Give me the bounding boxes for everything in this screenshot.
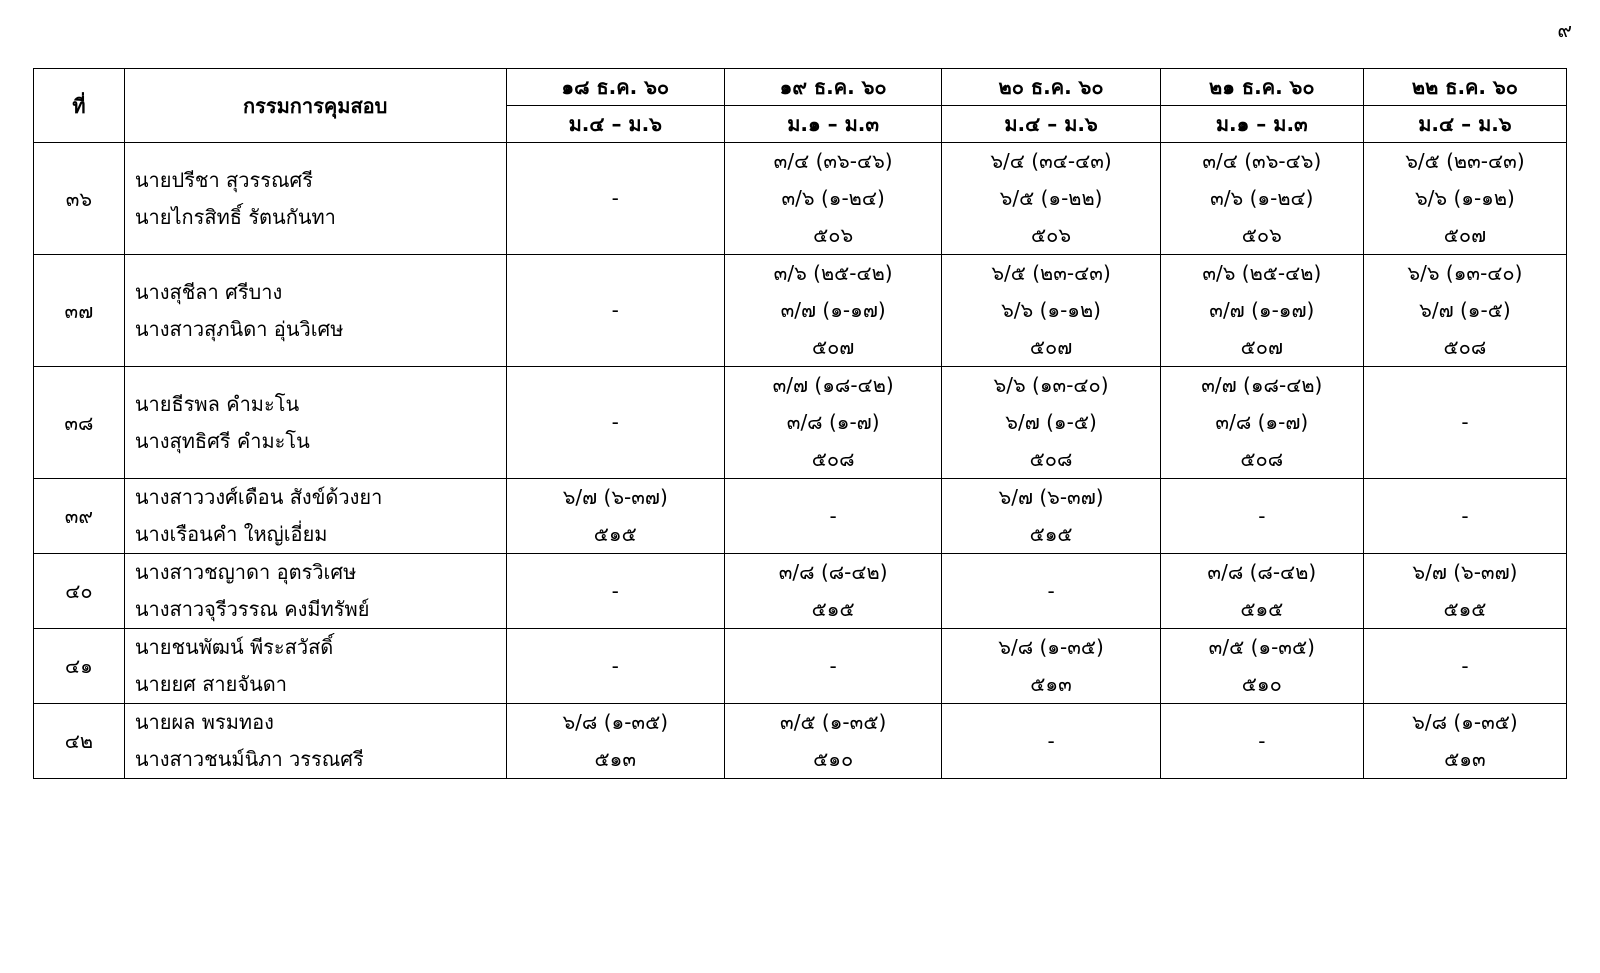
committee-names	[124, 629, 506, 704]
schedule-cell	[506, 479, 724, 554]
row-number: ๓๘	[34, 367, 125, 479]
schedule-entry: ๓/๗ (๑-๑๗)	[1209, 298, 1315, 322]
exam-proctor-table	[33, 68, 1567, 779]
schedule-entry: ๓/๖ (๒๕-๔๒)	[773, 261, 893, 285]
committee-name: นางสาวชญาดา อุตรวิเศษ	[134, 560, 357, 584]
page-number: ๙	[1557, 18, 1572, 42]
schedule-entry: ๕๐๘	[811, 447, 855, 471]
empty-dash: -	[611, 578, 619, 603]
schedule-cell	[942, 255, 1160, 367]
schedule-entry: ๖/๕ (๒๓-๔๓)	[1405, 149, 1525, 173]
committee-name: นางสาวชนม์นิภา วรรณศรี	[134, 747, 364, 771]
committee-name: นางสาววงศ์เดือน สังข์ด้วงยา	[134, 485, 383, 509]
schedule-entry: ๕๐๘	[1443, 335, 1487, 359]
committee-name: นางสาวสุภนิดา อุ่นวิเศษ	[134, 316, 344, 341]
schedule-entry: ๓/๗ (๑๘-๔๒)	[772, 373, 894, 397]
committee-name: นายผล พรมทอง	[134, 710, 274, 734]
schedule-entry: ๕๑๓	[594, 747, 636, 771]
schedule-entry: ๖/๔ (๓๔-๔๓)	[990, 149, 1112, 173]
schedule-entry: ๕๐๗	[1240, 335, 1283, 359]
schedule-entry: ๓/๖ (๑-๒๔)	[1210, 186, 1314, 210]
schedule-cell	[942, 479, 1160, 554]
schedule-entry: ๕๐๖	[1241, 223, 1282, 247]
empty-dash: -	[1461, 503, 1469, 528]
empty-dash: -	[611, 410, 619, 434]
schedule-entry: ๕๑๕	[1240, 597, 1284, 621]
table-row	[34, 255, 1567, 367]
header-level: ม.๔ – ม.๖	[1363, 106, 1566, 143]
table-row	[34, 629, 1567, 704]
table-row	[34, 554, 1567, 629]
schedule-cell	[942, 367, 1160, 479]
row-number: ๔๐	[34, 554, 125, 629]
empty-dash: -	[829, 653, 837, 678]
committee-name: นางสุทธิศรี คำมะโน	[134, 428, 310, 453]
schedule-cell	[1160, 367, 1363, 479]
committee-names	[124, 479, 506, 554]
committee-name: นางสุชีลา ศรีบาง	[134, 279, 283, 304]
committee-names	[124, 367, 506, 479]
schedule-entry: ๖/๖ (๑๓-๔๐)	[1407, 261, 1523, 285]
schedule-entry: ๖/๘ (๑-๓๕)	[1412, 710, 1518, 734]
row-number: ๓๙	[34, 479, 125, 554]
schedule-cell	[1363, 143, 1566, 255]
committee-name: นายปรีชา สุวรรณศรี	[134, 167, 313, 192]
empty-dash: -	[611, 653, 619, 678]
committee-names	[124, 554, 506, 629]
header-date: ๒๑ ธ.ค. ๖๐	[1160, 69, 1363, 106]
schedule-cell	[1160, 704, 1363, 779]
schedule-entry: ๓/๗ (๑-๑๗)	[780, 298, 886, 322]
schedule-entry: ๖/๗ (๖-๓๗)	[998, 485, 1104, 509]
schedule-entry: ๕๐๘	[1029, 447, 1073, 471]
header-date: ๑๘ ธ.ค. ๖๐	[506, 69, 724, 106]
empty-dash: -	[1258, 728, 1266, 753]
schedule-entry: ๓/๔ (๓๖-๔๖)	[1202, 149, 1322, 173]
schedule-cell	[724, 554, 941, 629]
schedule-cell	[1160, 629, 1363, 704]
schedule-cell	[942, 704, 1160, 779]
committee-name: นายยศ สายจันดา	[134, 672, 287, 696]
schedule-entry: ๖/๕ (๒๓-๔๓)	[991, 261, 1111, 285]
schedule-entry: ๓/๘ (๘-๔๒)	[778, 560, 888, 584]
schedule-cell	[1363, 554, 1566, 629]
schedule-entry: ๖/๗ (๖-๓๗)	[1412, 560, 1518, 584]
header-row-dates	[34, 69, 1567, 106]
schedule-entry: ๕๑๐	[813, 747, 854, 771]
header-date: ๒๒ ธ.ค. ๖๐	[1363, 69, 1566, 106]
schedule-entry: ๕๐๖	[813, 223, 854, 247]
schedule-entry: ๖/๖ (๑๓-๔๐)	[993, 373, 1109, 397]
schedule-entry: ๕๑๓	[1030, 672, 1072, 696]
committee-name: นางเรือนคำ ใหญ่เอี่ยม	[134, 522, 328, 546]
schedule-cell	[1363, 479, 1566, 554]
empty-dash: -	[611, 186, 619, 210]
schedule-entry: ๓/๘ (๘-๔๒)	[1207, 560, 1317, 584]
schedule-entry: ๓/๕ (๑-๓๕)	[1208, 635, 1315, 659]
schedule-cell	[942, 629, 1160, 704]
row-number: ๔๒	[34, 704, 125, 779]
schedule-entry: ๓/๖ (๑-๒๔)	[781, 186, 885, 210]
committee-name: นายชนพัฒน์ พีระสวัสดิ์	[134, 635, 334, 659]
schedule-entry: ๓/๘ (๑-๗)	[786, 410, 880, 434]
schedule-entry: ๕๑๐	[1241, 672, 1282, 696]
header-level: ม.๑ – ม.๓	[724, 106, 941, 143]
schedule-cell	[724, 479, 941, 554]
committee-names	[124, 704, 506, 779]
row-number: ๔๑	[34, 629, 125, 704]
empty-dash: -	[1461, 410, 1469, 434]
committee-name: นางสาวจุรีวรรณ คงมีทรัพย์	[134, 597, 370, 621]
schedule-cell	[1363, 704, 1566, 779]
schedule-entry: ๕๑๕	[811, 597, 855, 621]
schedule-entry: ๕๐๖	[1031, 223, 1072, 247]
schedule-cell	[1363, 629, 1566, 704]
schedule-cell	[1363, 367, 1566, 479]
schedule-entry: ๓/๘ (๑-๗)	[1215, 410, 1309, 434]
schedule-cell	[1160, 479, 1363, 554]
schedule-entry: ๕๑๕	[593, 522, 637, 546]
schedule-entry: ๓/๗ (๑๘-๔๒)	[1201, 373, 1323, 397]
schedule-entry: ๖/๖ (๑-๑๒)	[1001, 298, 1101, 322]
header-no: ที่	[34, 69, 125, 143]
header-level: ม.๔ – ม.๖	[942, 106, 1160, 143]
table-row	[34, 143, 1567, 255]
schedule-entry: ๕๑๕	[1443, 597, 1487, 621]
committee-name: นายธีรพล คำมะโน	[134, 391, 300, 416]
schedule-cell	[506, 255, 724, 367]
schedule-entry: ๓/๖ (๒๕-๔๒)	[1202, 261, 1322, 285]
table-body	[34, 143, 1567, 779]
header-committee: กรรมการคุมสอบ	[124, 69, 506, 143]
schedule-entry: ๕๐๘	[1240, 447, 1284, 471]
committee-name: นายไกรสิทธิ์ รัตนกันทา	[134, 204, 336, 229]
schedule-cell	[942, 143, 1160, 255]
empty-dash: -	[1258, 503, 1266, 528]
table-row	[34, 704, 1567, 779]
schedule-entry: ๖/๗ (๑-๕)	[1005, 410, 1097, 434]
empty-dash: -	[1461, 653, 1469, 678]
schedule-entry: ๕๐๗	[811, 335, 855, 359]
empty-dash: -	[829, 503, 837, 528]
empty-dash: -	[1047, 578, 1055, 603]
schedule-entry: ๕๑๕	[1029, 522, 1073, 546]
row-number: ๓๖	[34, 143, 125, 255]
schedule-cell	[724, 367, 941, 479]
schedule-entry: ๕๐๗	[1443, 223, 1487, 247]
empty-dash: -	[611, 298, 619, 322]
row-number: ๓๗	[34, 255, 125, 367]
schedule-entry: ๓/๔ (๓๖-๔๖)	[773, 149, 893, 173]
header-level: ม.๔ – ม.๖	[506, 106, 724, 143]
schedule-entry: ๓/๕ (๑-๓๕)	[780, 710, 887, 734]
schedule-entry: ๖/๖ (๑-๑๒)	[1414, 186, 1515, 210]
schedule-cell	[1160, 143, 1363, 255]
schedule-cell	[506, 554, 724, 629]
schedule-cell	[724, 255, 941, 367]
schedule-cell	[724, 143, 941, 255]
schedule-cell	[1160, 554, 1363, 629]
header-date: ๑๙ ธ.ค. ๖๐	[724, 69, 941, 106]
schedule-cell	[506, 704, 724, 779]
schedule-cell	[1363, 255, 1566, 367]
schedule-entry: ๕๑๓	[1444, 747, 1486, 771]
committee-names	[124, 255, 506, 367]
committee-names	[124, 143, 506, 255]
table-row	[34, 479, 1567, 554]
schedule-cell	[506, 367, 724, 479]
schedule-cell	[724, 629, 941, 704]
empty-dash: -	[1047, 728, 1055, 753]
schedule-cell	[724, 704, 941, 779]
schedule-entry: ๕๐๗	[1029, 335, 1073, 359]
table-row	[34, 367, 1567, 479]
schedule-cell	[506, 629, 724, 704]
schedule-cell	[1160, 255, 1363, 367]
schedule-entry: ๖/๗ (๖-๓๗)	[562, 485, 668, 509]
schedule-entry: ๖/๘ (๑-๓๕)	[562, 710, 669, 734]
schedule-cell	[506, 143, 724, 255]
schedule-entry: ๖/๘ (๑-๓๕)	[998, 635, 1104, 659]
schedule-cell	[942, 554, 1160, 629]
schedule-entry: ๖/๕ (๑-๒๒)	[999, 186, 1103, 210]
header-level: ม.๑ – ม.๓	[1160, 106, 1363, 143]
schedule-entry: ๖/๗ (๑-๕)	[1419, 298, 1511, 322]
header-date: ๒๐ ธ.ค. ๖๐	[942, 69, 1160, 106]
